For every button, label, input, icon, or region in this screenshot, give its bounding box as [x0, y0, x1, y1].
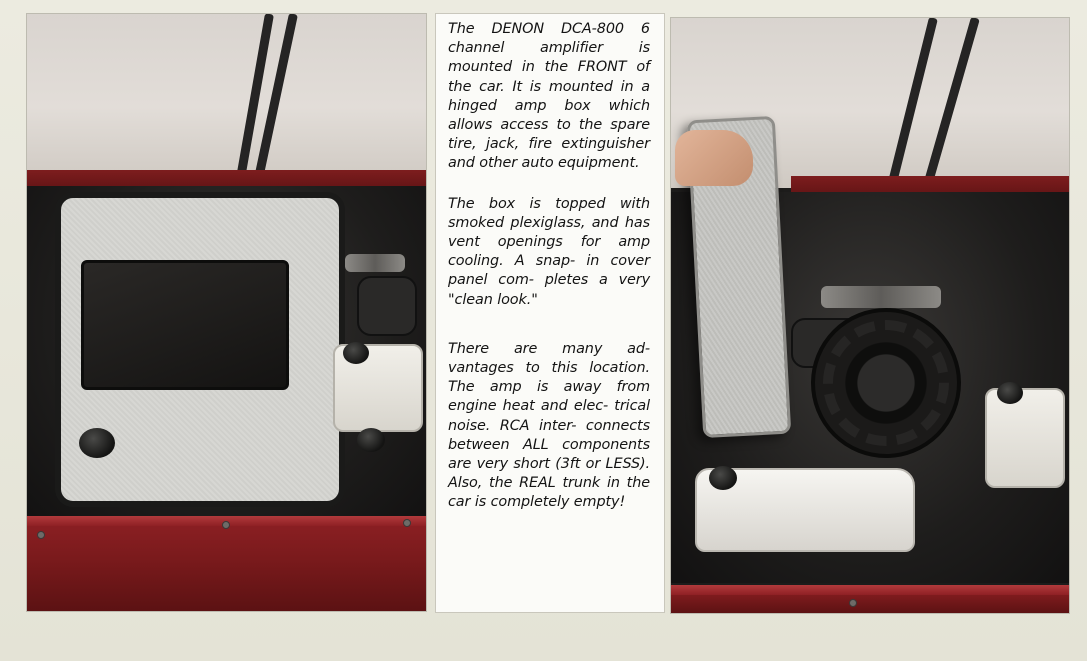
- bolt: [37, 531, 45, 539]
- reservoir-cap: [357, 428, 385, 452]
- front-bumper: [671, 585, 1069, 613]
- bolt: [403, 519, 411, 527]
- article-paragraph: The DENON DCA-800 6 channel amplifier is mounted in the FRONT of the car. It is mounted in a hinged amp box which allows access to the spare tire, jack, fire extinguisher and other auto equipment.: [448, 21, 650, 172]
- hand-holding-lid: [675, 130, 753, 186]
- bolt: [849, 599, 857, 607]
- photo-amp-box-closed: [27, 14, 426, 611]
- photo-amp-box-open: [671, 18, 1069, 613]
- coolant-reservoir: [985, 388, 1065, 488]
- bolt: [222, 521, 230, 529]
- article-text-column: [436, 14, 664, 612]
- article-paragraph: The box is topped with smoked plexiglass, and has vent openings for amp cooling. A snap- in cover panel com- pletes a very "clean look.": [448, 195, 650, 308]
- spare-tire: [811, 308, 961, 458]
- engine-pipe: [821, 286, 941, 308]
- reservoir-cap: [997, 382, 1023, 404]
- front-bumper: [27, 516, 426, 611]
- engine-hose: [357, 276, 417, 336]
- reservoir-cap: [343, 342, 369, 364]
- garage-ceiling: [27, 14, 426, 184]
- tank-cap: [709, 466, 737, 490]
- smoked-plexiglass-window: [81, 260, 289, 390]
- fluid-cap: [79, 428, 115, 458]
- engine-pipe: [345, 254, 405, 272]
- article-paragraph: There are many ad- vantages to this location. The amp is away from engine heat and elec- trical noise. RCA inter- connects between ALL components are very short (3ft or LESS). Also, the REAL trunk in the car is completely empty!: [448, 340, 650, 511]
